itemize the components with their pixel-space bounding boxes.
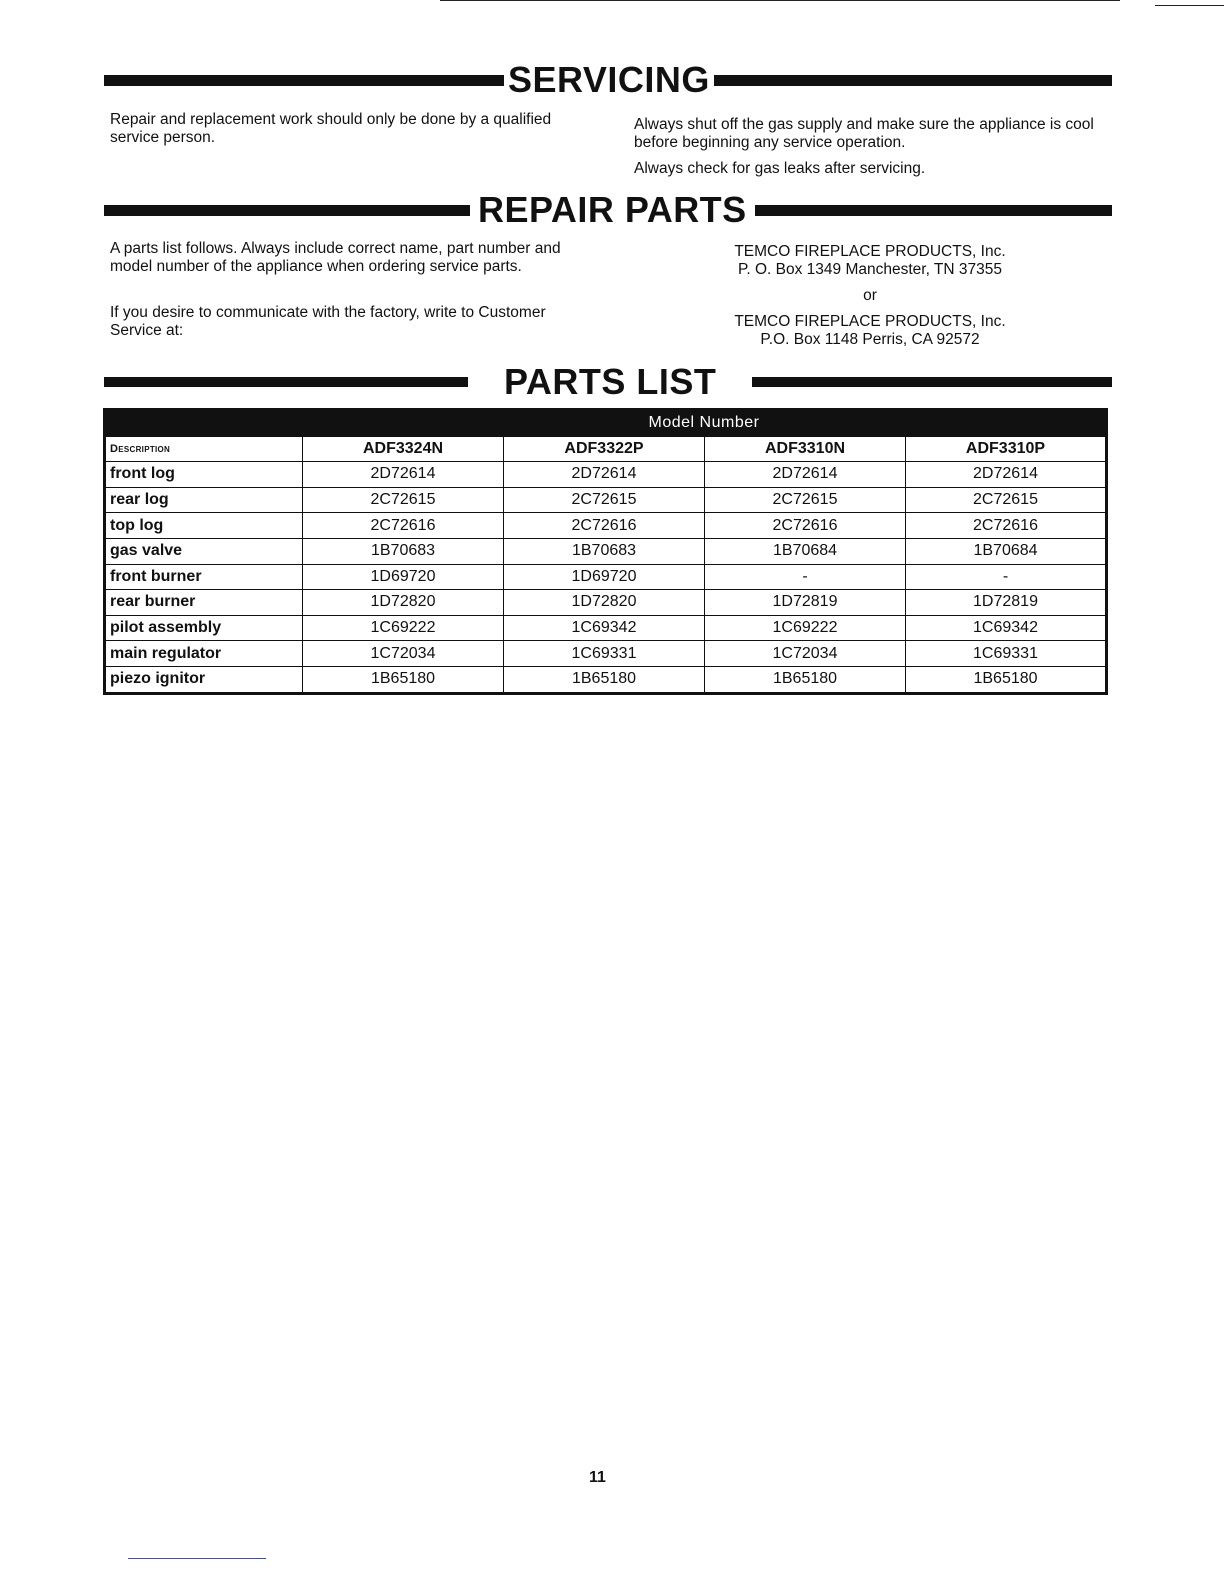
part-description: gas valve — [105, 538, 303, 564]
repair-parts-title: REPAIR PARTS — [478, 189, 747, 230]
part-number-cell: 2C72615 — [504, 487, 705, 513]
part-description: rear log — [105, 487, 303, 513]
repair-parts-heading — [104, 189, 1112, 230]
heading-rule-right — [752, 377, 1112, 387]
part-number-cell: 1B70684 — [906, 538, 1107, 564]
description-header: Description — [105, 436, 303, 462]
part-number-cell: 1B65180 — [705, 666, 906, 693]
servicing-right-text-1: Always shut off the gas supply and make sure the appliance is cool before beginning any service operation. — [634, 116, 1094, 151]
address-2-line-2: P.O. Box 1148 Perris, CA 92572 — [760, 331, 980, 348]
part-description: pilot assembly — [105, 615, 303, 641]
part-number-cell: 1C69331 — [906, 641, 1107, 667]
parts-table — [103, 408, 1108, 695]
heading-rule-left — [104, 205, 470, 216]
model-header-3: ADF3310N — [705, 436, 906, 462]
part-number-cell: 2C72616 — [906, 513, 1107, 539]
parts-table-body — [105, 462, 1107, 693]
model-header-2: ADF3322P — [504, 436, 705, 462]
part-number-cell: 1C69222 — [705, 615, 906, 641]
part-number-cell: 1C72034 — [303, 641, 504, 667]
parts-list-heading — [104, 361, 1112, 402]
address-1-line-2: P. O. Box 1349 Manchester, TN 37355 — [738, 261, 1002, 278]
part-number-cell: 1B70684 — [705, 538, 906, 564]
part-number-cell: 2C72616 — [504, 513, 705, 539]
address-2-line-1: TEMCO FIREPLACE PRODUCTS, Inc. — [734, 313, 1006, 330]
servicing-left-text: Repair and replacement work should only be done by a qualified service person. — [110, 111, 552, 146]
heading-rule-right — [755, 205, 1112, 216]
table-row — [105, 462, 1107, 488]
header-corner — [105, 410, 303, 437]
part-number-cell: 2C72615 — [303, 487, 504, 513]
repair-parts-left-text-2: If you desire to communicate with the factory, write to Customer Service at: — [110, 304, 546, 339]
column-header-row — [105, 436, 1107, 462]
part-description: main regulator — [105, 641, 303, 667]
part-number-cell: 1D72820 — [303, 590, 504, 616]
address-1-line-1: TEMCO FIREPLACE PRODUCTS, Inc. — [734, 243, 1006, 260]
table-row — [105, 513, 1107, 539]
part-number-cell: 2D72614 — [303, 462, 504, 488]
servicing-title: SERVICING — [508, 59, 710, 100]
part-number-cell: 1D72819 — [906, 590, 1107, 616]
part-description: rear burner — [105, 590, 303, 616]
part-number-cell: 1C72034 — [705, 641, 906, 667]
table-row — [105, 487, 1107, 513]
part-number-cell: 1C69342 — [906, 615, 1107, 641]
scan-artifact-top-right-line — [1155, 5, 1224, 6]
factory-address-block — [690, 243, 1050, 349]
part-description: front burner — [105, 564, 303, 590]
address-separator-or: or — [863, 287, 877, 304]
table-row — [105, 615, 1107, 641]
model-header-1: ADF3324N — [303, 436, 504, 462]
parts-list-title: PARTS LIST — [504, 361, 717, 402]
heading-rule-left — [104, 377, 468, 387]
servicing-right-text-2: Always check for gas leaks after servicing. — [634, 160, 926, 177]
table-row — [105, 590, 1107, 616]
heading-rule-left — [104, 75, 504, 86]
part-number-cell: 1B65180 — [504, 666, 705, 693]
part-number-cell: 2D72614 — [504, 462, 705, 488]
page-number: 11 — [589, 1469, 606, 1486]
table-row — [105, 564, 1107, 590]
model-number-header-row — [105, 410, 1107, 437]
part-number-cell: 1C69222 — [303, 615, 504, 641]
table-row — [105, 641, 1107, 667]
part-number-cell: 2C72616 — [303, 513, 504, 539]
part-number-cell: 2C72616 — [705, 513, 906, 539]
model-number-header: Model Number — [303, 410, 1107, 437]
model-header-4: ADF3310P — [906, 436, 1107, 462]
part-number-cell: 2C72615 — [906, 487, 1107, 513]
part-description: top log — [105, 513, 303, 539]
repair-parts-left-text-1: A parts list follows. Always include correct name, part number and model number of the appliance when ordering service parts. — [110, 240, 561, 275]
part-description: piezo ignitor — [105, 666, 303, 693]
part-number-cell: 1D69720 — [303, 564, 504, 590]
part-number-cell: 1B65180 — [906, 666, 1107, 693]
part-number-cell: 2C72615 — [705, 487, 906, 513]
part-number-cell: 2D72614 — [705, 462, 906, 488]
part-number-cell: - — [906, 564, 1107, 590]
part-number-cell: 2D72614 — [906, 462, 1107, 488]
heading-rule-right — [714, 75, 1112, 86]
part-number-cell: 1B65180 — [303, 666, 504, 693]
scan-artifact-bottom-line — [128, 1558, 266, 1559]
table-row — [105, 538, 1107, 564]
servicing-heading — [104, 59, 1112, 100]
scan-artifact-top-line — [440, 0, 1120, 1]
table-row — [105, 666, 1107, 693]
part-number-cell: 1B70683 — [303, 538, 504, 564]
part-number-cell: 1B70683 — [504, 538, 705, 564]
part-number-cell: 1D72820 — [504, 590, 705, 616]
part-number-cell: 1D69720 — [504, 564, 705, 590]
part-description: front log — [105, 462, 303, 488]
part-number-cell: 1D72819 — [705, 590, 906, 616]
part-number-cell: 1C69331 — [504, 641, 705, 667]
part-number-cell: - — [705, 564, 906, 590]
part-number-cell: 1C69342 — [504, 615, 705, 641]
